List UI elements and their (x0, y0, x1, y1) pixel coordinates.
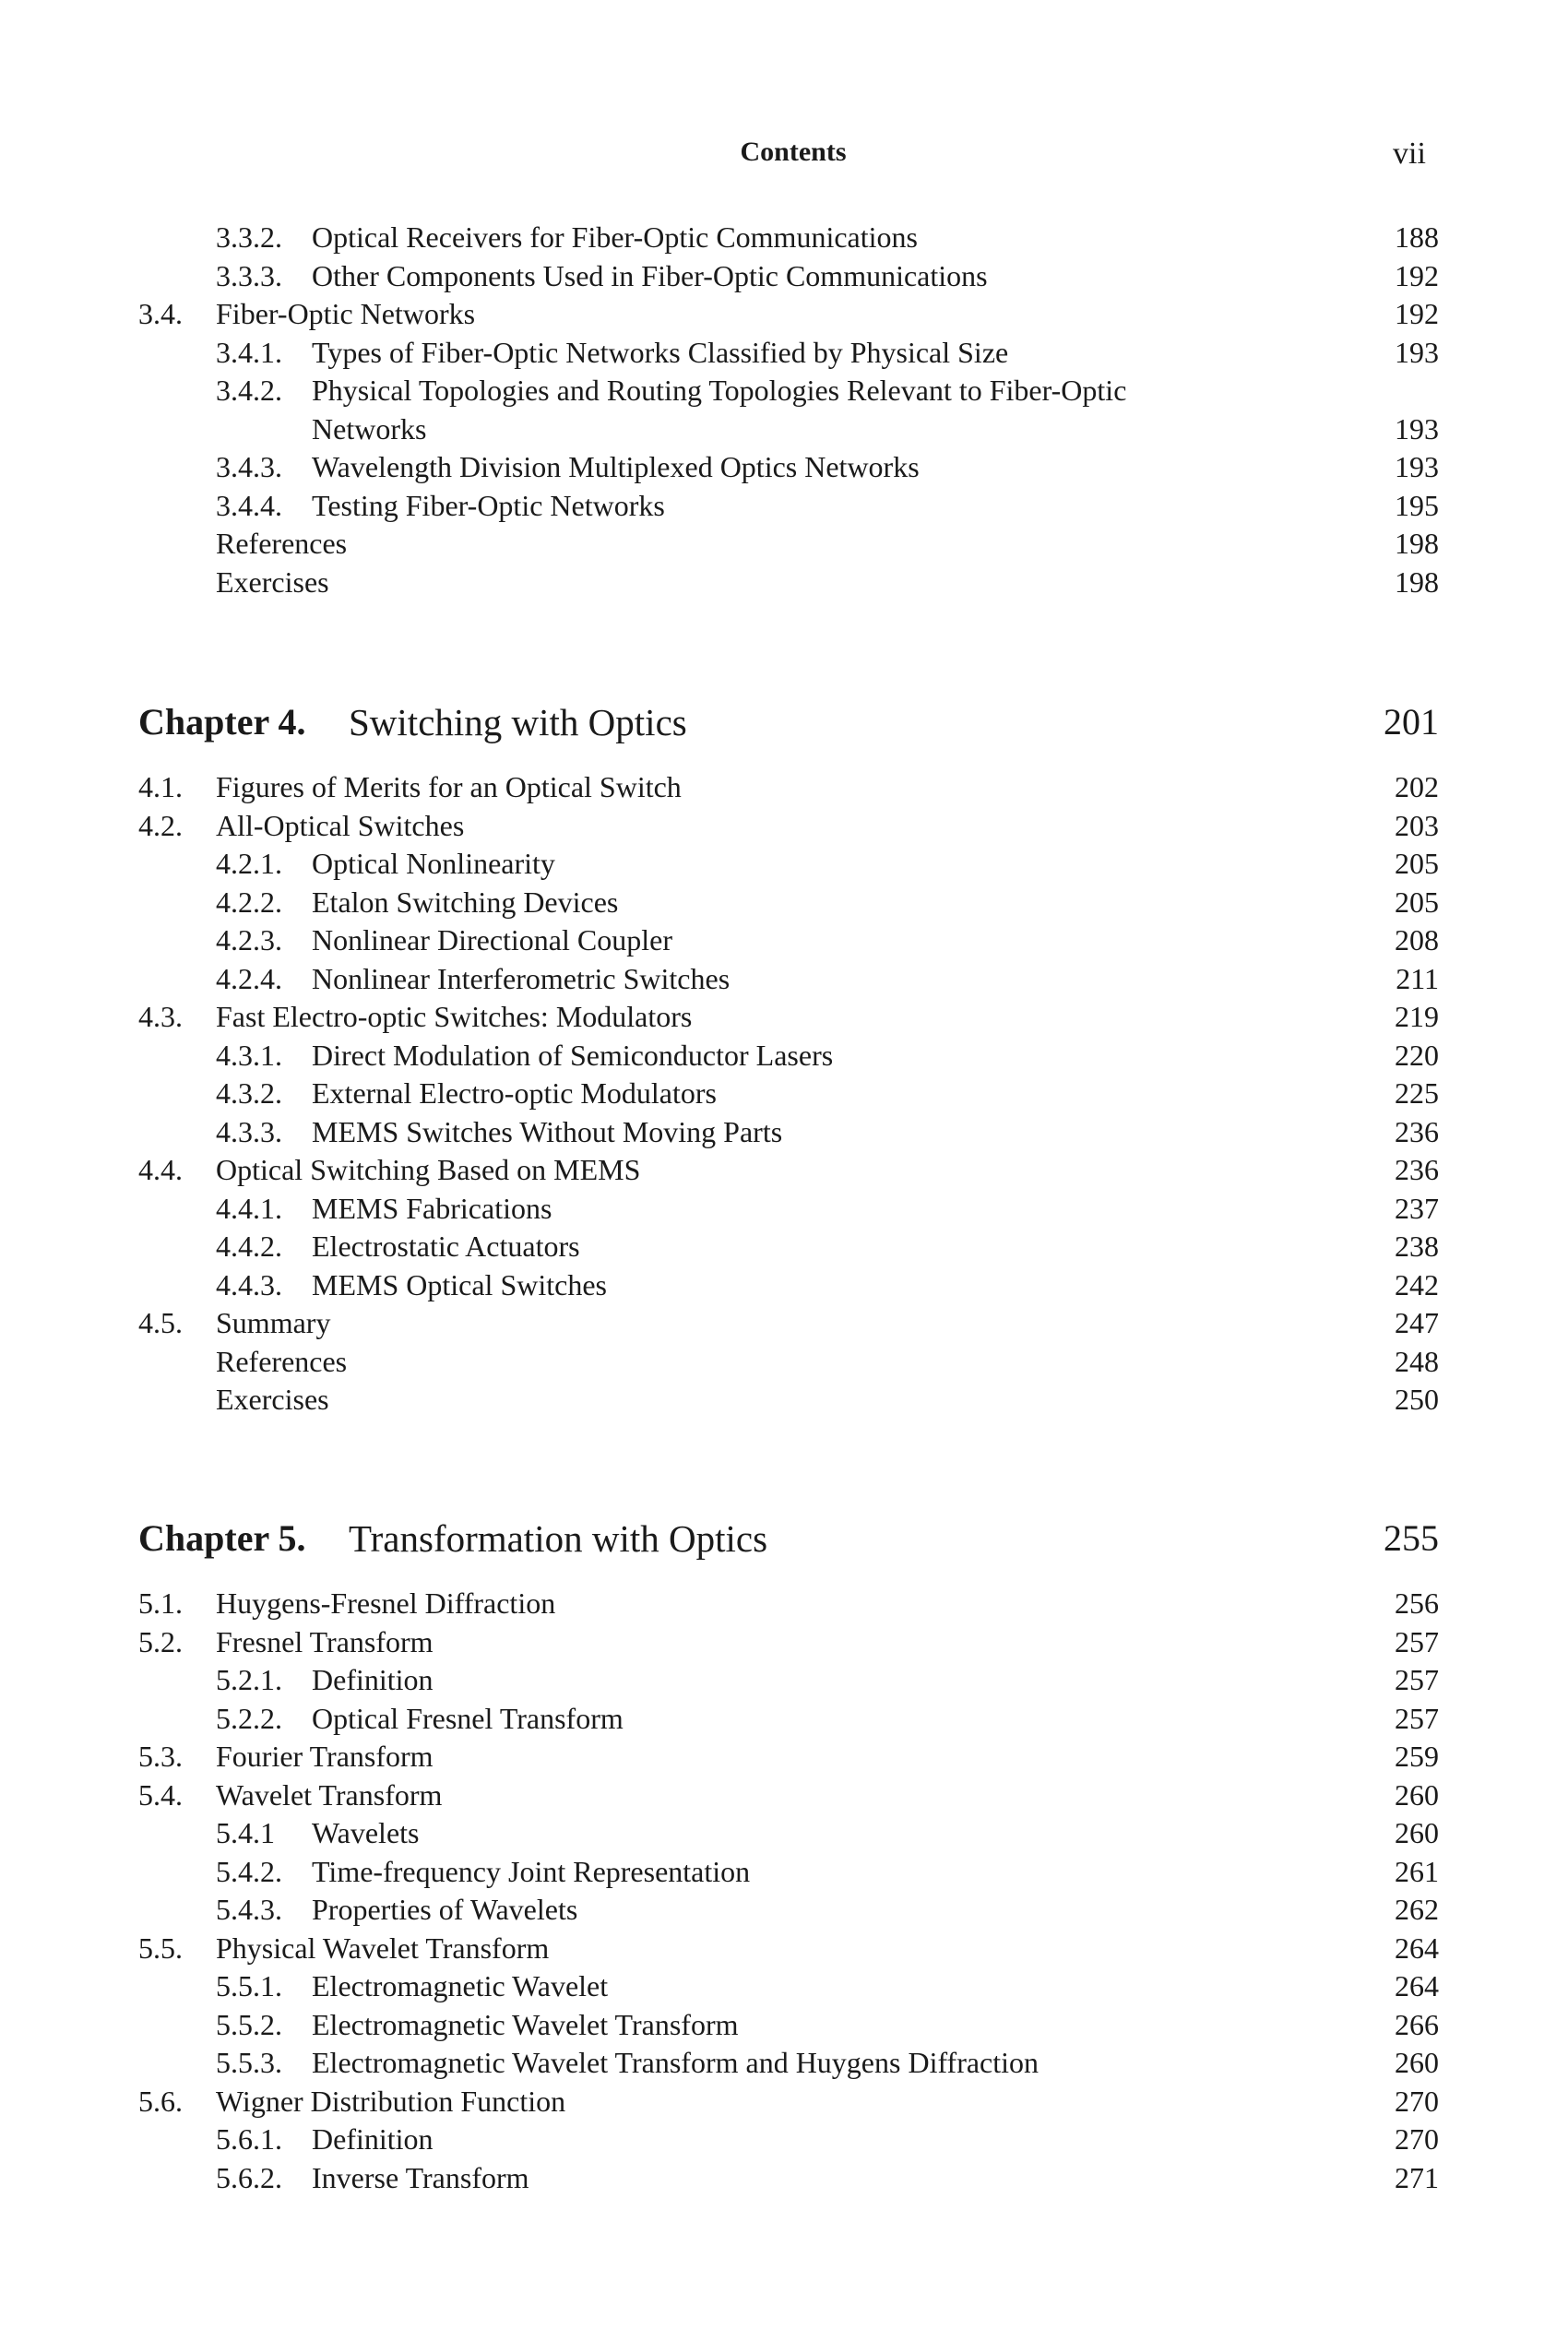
toc-entry[interactable] (138, 768, 1439, 805)
toc-entry-title: Time-frequency Joint Representation (312, 1854, 751, 1888)
toc-entry-title: Optical Switching Based on MEMS (216, 1153, 641, 1186)
toc-entry-page: 242 (1395, 1267, 1439, 1301)
toc-entry-page: 236 (1395, 1153, 1439, 1186)
toc-entry-title: Wavelength Division Multiplexed Optics Networks (312, 450, 920, 483)
toc-entry[interactable] (138, 295, 1439, 332)
toc-entry[interactable] (216, 487, 1439, 524)
toc-entry-title: External Electro-optic Modulators (312, 1076, 717, 1110)
toc-entry-title: Exercises (216, 564, 329, 599)
toc-entry[interactable] (216, 1228, 1439, 1265)
toc-entry[interactable] (216, 1661, 1439, 1698)
toc-entry-number: 5.6. (138, 2084, 183, 2118)
toc-entry-title: All-Optical Switches (216, 808, 465, 842)
toc-entry-title: Types of Fiber-Optic Networks Classified by Physical Size (312, 335, 1009, 369)
page-number: vii (1393, 137, 1426, 171)
toc-entry-page: 208 (1395, 923, 1439, 957)
toc-entry-number: 3.4.3. (216, 450, 282, 483)
toc-entry-title: Nonlinear Interferometric Switches (312, 961, 731, 995)
toc-entry-number: 4.1. (138, 770, 183, 803)
toc-entry[interactable] (138, 1343, 1439, 1380)
toc-entry-page: 192 (1395, 297, 1439, 330)
toc-entry[interactable] (138, 2083, 1439, 2120)
page-title: Contents (740, 137, 847, 167)
chapter-title: Switching with Optics (349, 701, 687, 743)
toc-entry[interactable] (138, 525, 1439, 562)
toc-entry-title: Direct Modulation of Semiconductor Lasers (312, 1038, 834, 1072)
toc-entry-number: 4.4.2. (216, 1230, 282, 1263)
toc-entry[interactable] (138, 1738, 1439, 1775)
toc-entry-page: 270 (1395, 2084, 1439, 2118)
toc-entry-page: 260 (1395, 1777, 1439, 1812)
toc-entry-title: Fiber-Optic Networks (216, 297, 476, 330)
toc-entry-page: 237 (1395, 1191, 1439, 1225)
toc-entry[interactable] (138, 1381, 1439, 1418)
toc-entry-title: Wigner Distribution Function (216, 2084, 566, 2118)
toc-entry-number: 5.6.2. (216, 2160, 282, 2194)
toc-entry-page: 219 (1395, 1000, 1439, 1033)
toc-entry-page: 220 (1395, 1038, 1439, 1072)
toc-entry-number: 5.4.3. (216, 1893, 282, 1926)
toc-entry-page: 247 (1395, 1306, 1439, 1339)
toc-entry-title: Etalon Switching Devices (312, 885, 619, 919)
toc-entry-number: 5.2.2. (216, 1701, 282, 1735)
chapter-page-number: 255 (1384, 1517, 1439, 1559)
toc-entry-page: 264 (1395, 1969, 1439, 2002)
toc-entry-title: MEMS Optical Switches (312, 1267, 607, 1301)
toc-entry-page: 262 (1395, 1893, 1439, 1926)
toc-entry-page: 257 (1395, 1624, 1439, 1658)
toc-entry-page: 198 (1395, 527, 1439, 560)
toc-entry-page: 259 (1395, 1740, 1439, 1773)
toc-entry-number: 3.3.3. (216, 258, 282, 292)
toc-entry[interactable] (216, 1075, 1439, 1111)
toc-entry-number: 4.3.3. (216, 1114, 282, 1148)
toc-entry-number: 3.4.1. (216, 335, 282, 369)
toc-entry-number: 5.4. (138, 1777, 183, 1812)
toc-entry-title: Summary (216, 1306, 331, 1339)
toc-entry-number: 5.5.2. (216, 2007, 282, 2041)
toc-entry-number: 5.4.1 (216, 1816, 275, 1849)
toc-entry-page: 193 (1395, 450, 1439, 483)
toc-entry-page: 202 (1395, 770, 1439, 803)
chapter-page-number: 201 (1384, 701, 1439, 743)
toc-entry-number: 3.4.2. (216, 374, 282, 407)
toc-entry-number: 5.5. (138, 1931, 183, 1965)
toc-entry-page: 195 (1395, 488, 1439, 522)
toc-entry-page: 261 (1395, 1854, 1439, 1888)
toc-entry-page: 205 (1395, 885, 1439, 919)
toc-entry-page: 192 (1395, 258, 1439, 292)
toc-entry-title: Fresnel Transform (216, 1624, 434, 1658)
toc-entry[interactable] (138, 564, 1439, 600)
toc-entry-page: 225 (1395, 1076, 1439, 1110)
toc-entry-number: 4.4. (138, 1153, 183, 1186)
toc-entry[interactable] (138, 1304, 1439, 1341)
toc-entry[interactable] (216, 448, 1439, 485)
toc-entry-title: Testing Fiber-Optic Networks (312, 488, 665, 522)
toc-entry-page: 188 (1395, 220, 1439, 254)
toc-entry-number: 5.4.2. (216, 1854, 282, 1888)
toc-entry[interactable] (216, 1113, 1439, 1150)
toc-entry-page: 211 (1396, 961, 1439, 995)
toc-entry[interactable] (216, 1190, 1439, 1227)
toc-entry[interactable] (138, 807, 1439, 844)
toc-entry-number: 4.5. (138, 1306, 183, 1339)
toc-entry-number: 4.2.1. (216, 847, 282, 880)
toc-entry[interactable] (216, 372, 1439, 409)
toc-entry-page: 271 (1395, 2160, 1439, 2194)
toc-entry-title: Electromagnetic Wavelet Transform and Huygens Diffraction (312, 2046, 1039, 2079)
toc-entry-title: Fast Electro-optic Switches: Modulators (216, 1000, 693, 1033)
toc-entry[interactable] (216, 1891, 1439, 1928)
toc-entry-title: References (216, 527, 348, 560)
toc-entry[interactable] (216, 1967, 1439, 2004)
toc-entry-title: Huygens-Fresnel Diffraction (216, 1586, 556, 1620)
toc-entry[interactable] (216, 1266, 1439, 1303)
toc-entry-title: Properties of Wavelets (312, 1893, 578, 1926)
toc-entry-title: References (216, 1344, 348, 1378)
toc-entry-title: MEMS Switches Without Moving Parts (312, 1114, 783, 1148)
toc-entry-number: 3.3.2. (216, 220, 282, 254)
toc-entry-page: 264 (1395, 1931, 1439, 1965)
toc-entry-page: 266 (1395, 2007, 1439, 2041)
toc-entry-title: Fourier Transform (216, 1740, 434, 1773)
toc-entry-number: 5.3. (138, 1740, 183, 1773)
toc-entry-title: Optical Fresnel Transform (312, 1701, 624, 1735)
toc-entry[interactable] (216, 2159, 1439, 2196)
toc-entry-title: Other Components Used in Fiber-Optic Communications (312, 258, 988, 292)
toc-entry-page: 203 (1395, 808, 1439, 842)
toc-entry-title: Definition (312, 1663, 434, 1696)
toc-entry-title: Electromagnetic Wavelet (312, 1969, 609, 2002)
chapter-label: Chapter 4. (138, 701, 306, 743)
toc-entry[interactable] (138, 1623, 1439, 1660)
toc-entry-number: 5.6.1. (216, 2122, 282, 2156)
toc-entry[interactable] (138, 1151, 1439, 1188)
toc-entry-page: 236 (1395, 1114, 1439, 1148)
toc-entry-title: Wavelets (312, 1816, 420, 1849)
toc-entry-page: 205 (1395, 847, 1439, 880)
toc-entry[interactable] (216, 2044, 1439, 2081)
toc-entry-title: Definition (312, 2122, 434, 2156)
toc-entry[interactable] (216, 845, 1439, 882)
toc-entry-page: 248 (1395, 1344, 1439, 1378)
toc-entry[interactable] (216, 219, 1439, 255)
toc-entry-page: 260 (1395, 1816, 1439, 1849)
toc-entry-title: Figures of Merits for an Optical Switch (216, 770, 682, 803)
toc-entry[interactable] (216, 334, 1439, 371)
toc-entry-page: 260 (1395, 2046, 1439, 2079)
toc-entry-page: 193 (1395, 411, 1439, 446)
toc-entry-number: 4.2.2. (216, 885, 282, 919)
toc-entry-title: Optical Receivers for Fiber-Optic Communications (312, 220, 918, 254)
toc-entry-page: 238 (1395, 1230, 1439, 1263)
toc-entry-number: 3.4. (138, 297, 183, 330)
toc-entry-page: 193 (1395, 335, 1439, 369)
toc-entry[interactable] (138, 1930, 1439, 1967)
toc-entry-title: Physical Wavelet Transform (216, 1931, 550, 1965)
toc-entry[interactable] (138, 1585, 1439, 1622)
toc-entry[interactable] (216, 960, 1439, 997)
toc-entry-number: 5.5.1. (216, 1969, 282, 2002)
toc-entry-number: 4.3. (138, 1000, 183, 1033)
toc-entry-number: 5.5.3. (216, 2046, 282, 2079)
toc-entry-title: Electromagnetic Wavelet Transform (312, 2007, 739, 2041)
toc-entry-page: 257 (1395, 1701, 1439, 1735)
toc-entry-title: Nonlinear Directional Coupler (312, 923, 672, 957)
toc-entry-number: 4.4.3. (216, 1267, 282, 1301)
chapter-heading[interactable] (138, 1515, 1439, 1562)
toc-entry-title: Physical Topologies and Routing Topologies Relevant to Fiber-Optic (312, 374, 1127, 407)
toc-entry-number: 4.2.3. (216, 923, 282, 957)
chapter-heading[interactable] (138, 699, 1439, 745)
toc-entry-number: 5.2.1. (216, 1663, 282, 1696)
toc-entry[interactable] (216, 257, 1439, 294)
toc-entry-title: Inverse Transform (312, 2160, 529, 2194)
toc-entry-title: Exercises (216, 1383, 329, 1416)
toc-entry-number: 4.2.4. (216, 961, 282, 995)
toc-entry-title: MEMS Fabrications (312, 1191, 552, 1225)
toc-entry-number: 3.4.4. (216, 488, 282, 522)
toc-entry-number: 4.3.2. (216, 1076, 282, 1110)
toc-entry-page: 270 (1395, 2122, 1439, 2156)
toc-entry[interactable] (216, 1853, 1439, 1890)
toc-entry-page: 257 (1395, 1663, 1439, 1696)
toc-entry[interactable] (216, 884, 1439, 921)
toc-entry[interactable] (138, 998, 1439, 1035)
toc-entry-title: Optical Nonlinearity (312, 847, 555, 880)
toc-entry-title: Electrostatic Actuators (312, 1230, 580, 1263)
toc-entry-page: 250 (1395, 1383, 1439, 1416)
toc-entry-number: 5.1. (138, 1586, 183, 1620)
toc-entry[interactable] (216, 1700, 1439, 1737)
toc-entry-title: Wavelet Transform (216, 1777, 443, 1812)
toc-entry-number: 4.3.1. (216, 1038, 282, 1072)
chapter-label: Chapter 5. (138, 1517, 306, 1559)
toc-entry-page: 256 (1395, 1586, 1439, 1620)
chapter-title: Transformation with Optics (349, 1517, 768, 1560)
toc-entry[interactable] (216, 2006, 1439, 2043)
toc-entry-title: Networks (312, 411, 427, 446)
toc-entry[interactable] (216, 921, 1439, 958)
toc-entry-number: 4.4.1. (216, 1191, 282, 1225)
toc-entry-number: 4.2. (138, 808, 183, 842)
toc-entry[interactable] (216, 410, 1439, 447)
toc-entry-number: 5.2. (138, 1624, 183, 1658)
toc-entry[interactable] (216, 1814, 1439, 1851)
toc-entry[interactable] (216, 1037, 1439, 1074)
toc-entry-page: 198 (1395, 564, 1439, 599)
toc-entry[interactable] (138, 1776, 1439, 1813)
toc-entry[interactable] (216, 2121, 1439, 2157)
